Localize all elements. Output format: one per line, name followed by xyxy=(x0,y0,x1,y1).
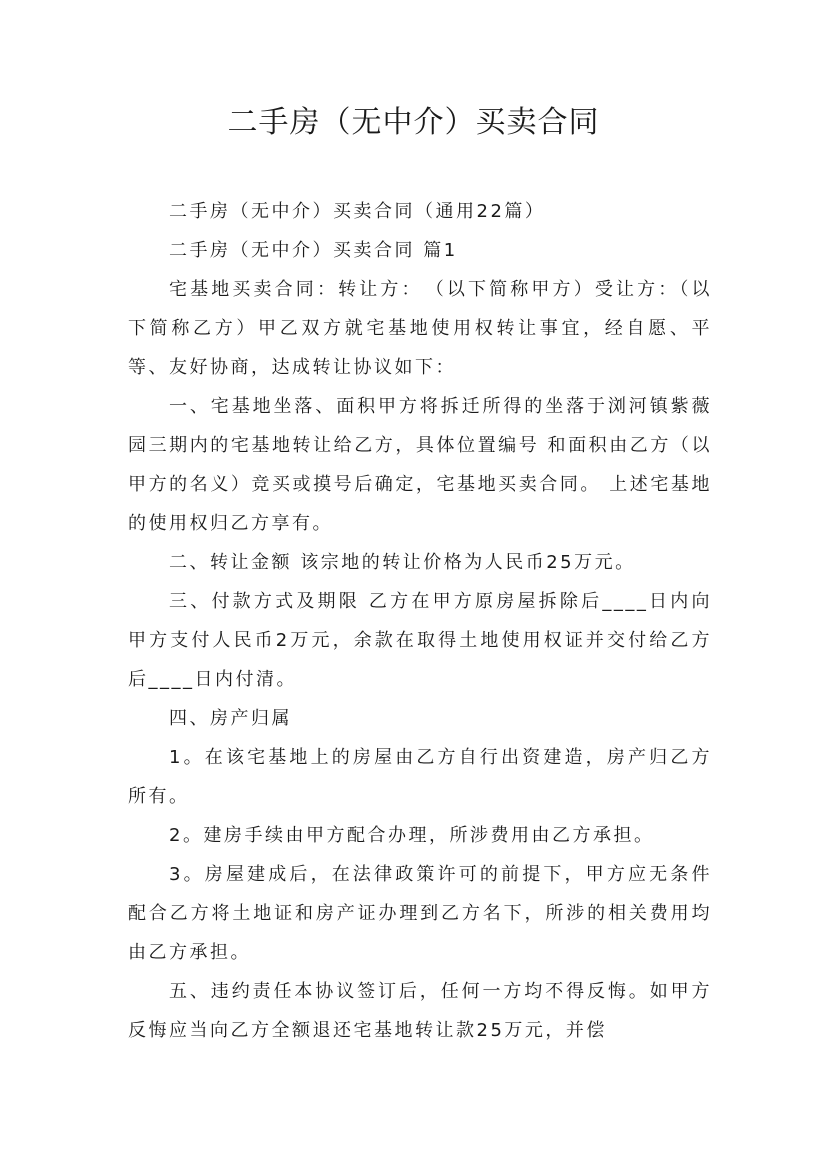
paragraph-clause-4-item-2: 2。建房手续由甲方配合办理，所涉费用由乙方承担。 xyxy=(169,825,655,846)
paragraph-collection-title: 二手房（无中介）买卖合同（通用22篇） xyxy=(169,201,546,222)
paragraph-clause-4-heading: 四、房产归属 xyxy=(169,708,292,729)
document-title: 二手房（无中介）买卖合同 xyxy=(227,105,600,140)
paragraph-clause-5-liability: 五、违约责任本协议签订后，任何一方均不得反悔。如甲方反悔应当向乙方全额退还宅基地转让款25万元，并偿 xyxy=(128,981,712,1041)
paragraph-article-heading: 二手房（无中介）买卖合同 篇1 xyxy=(169,240,458,261)
paragraph-clause-2-amount: 二、转让金额 该宗地的转让价格为人民币25万元。 xyxy=(169,552,636,573)
paragraph-clause-3-payment: 三、付款方式及期限 乙方在甲方原房屋拆除后____日内向甲方支付人民币2万元，余款在取得土地使用权证并交付给乙方后____日内付清。 xyxy=(128,591,712,690)
paragraph-clause-4-item-1: 1。在该宅基地上的房屋由乙方自行出资建造，房产归乙方所有。 xyxy=(128,747,712,807)
paragraph-parties: 宅基地买卖合同：转让方： （以下简称甲方）受让方：（以下简称乙方）甲乙双方就宅基地使用权转让事宜，经自愿、平等、友好协商，达成转让协议如下： xyxy=(128,279,712,378)
paragraph-clause-1-location: 一、宅基地坐落、面积甲方将拆迁所得的坐落于浏河镇紫薇园三期内的宅基地转让给乙方，具体位置编号 和面积由乙方（以甲方的名义）竞买或摸号后确定，宅基地买卖合同。 上述宅基地的使用权归乙方享有。 xyxy=(128,396,712,534)
paragraph-clause-4-item-3: 3。房屋建成后，在法律政策许可的前提下，甲方应无条件配合乙方将土地证和房产证办理到乙方名下，所涉的相关费用均由乙方承担。 xyxy=(128,864,712,963)
document-body xyxy=(128,192,712,1050)
